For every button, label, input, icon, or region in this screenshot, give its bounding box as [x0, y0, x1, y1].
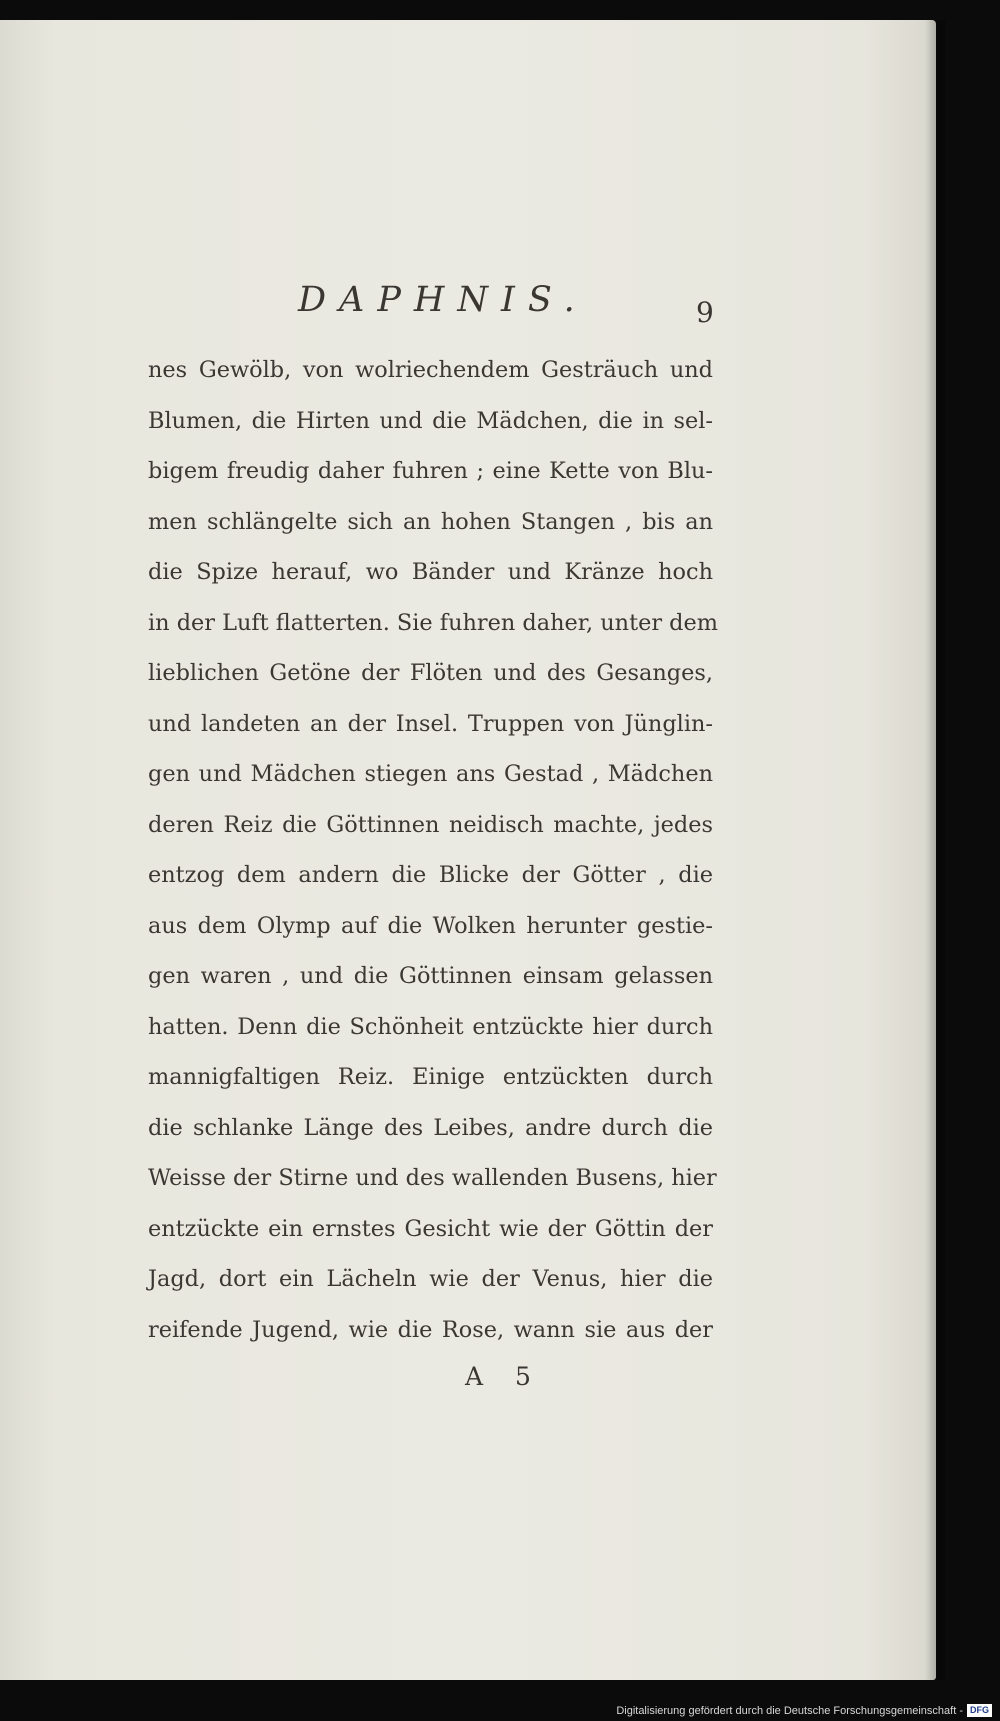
text-line: und landeten an der Insel. Truppen von Jünglin- [148, 710, 713, 737]
text-line: gen waren , und die Göttinnen einsam gelassen [148, 963, 713, 989]
text-line: in der Luft flatterten. Sie fuhren daher, unter dem [148, 609, 718, 636]
dfg-logo: DFG [967, 1704, 992, 1717]
running-head: DAPHNIS. [298, 280, 588, 320]
text-line: Jagd, dort ein Lächeln wie der Venus, hier die [148, 1266, 713, 1292]
page-edge-shadow [925, 20, 945, 1680]
digitization-footer [616, 1704, 992, 1717]
text-line: die Spize herauf, wo Bänder und Kränze hoch [148, 559, 713, 585]
text-line: nes Gewölb, von wolriechendem Gesträuch und [148, 357, 713, 383]
footer-credit: Digitalisierung gefördert durch die Deutsche Forschungsgemeinschaft - [616, 1704, 963, 1717]
body-text [148, 345, 718, 1355]
page-number: 9 [696, 296, 714, 329]
text-line: deren Reiz die Göttinnen neidisch machte, jedes [148, 811, 713, 838]
text-line: reifende Jugend, wie die Rose, wann sie aus der [148, 1316, 713, 1343]
text-line: hatten. Denn die Schönheit entzückte hier durch [148, 1013, 713, 1040]
text-line: die schlanke Länge des Leibes, andre durch die [148, 1114, 713, 1141]
text-line: Blumen, die Hirten und die Mädchen, die in sel- [148, 407, 713, 434]
text-line: gen und Mädchen stiegen ans Gestad , Mädchen [148, 761, 713, 787]
text-line: entzückte ein ernstes Gesicht wie der Göttin der [148, 1215, 713, 1242]
text-line: mannigfaltigen Reiz. Einige entzückten durch [148, 1064, 713, 1090]
text-line: men schlängelte sich an hohen Stangen , bis an [148, 508, 713, 535]
text-line: aus dem Olymp auf die Wolken herunter gestie- [148, 912, 713, 939]
text-line: bigem freudig daher fuhren ; eine Kette von Blu- [148, 458, 713, 484]
signature-mark: A 5 [465, 1362, 543, 1391]
text-line: Weisse der Stirne und des wallenden Busens, hier [148, 1165, 717, 1191]
text-line: entzog dem andern die Blicke der Götter , die [148, 862, 713, 888]
text-line: lieblichen Getöne der Flöten und des Gesanges, [148, 660, 713, 686]
